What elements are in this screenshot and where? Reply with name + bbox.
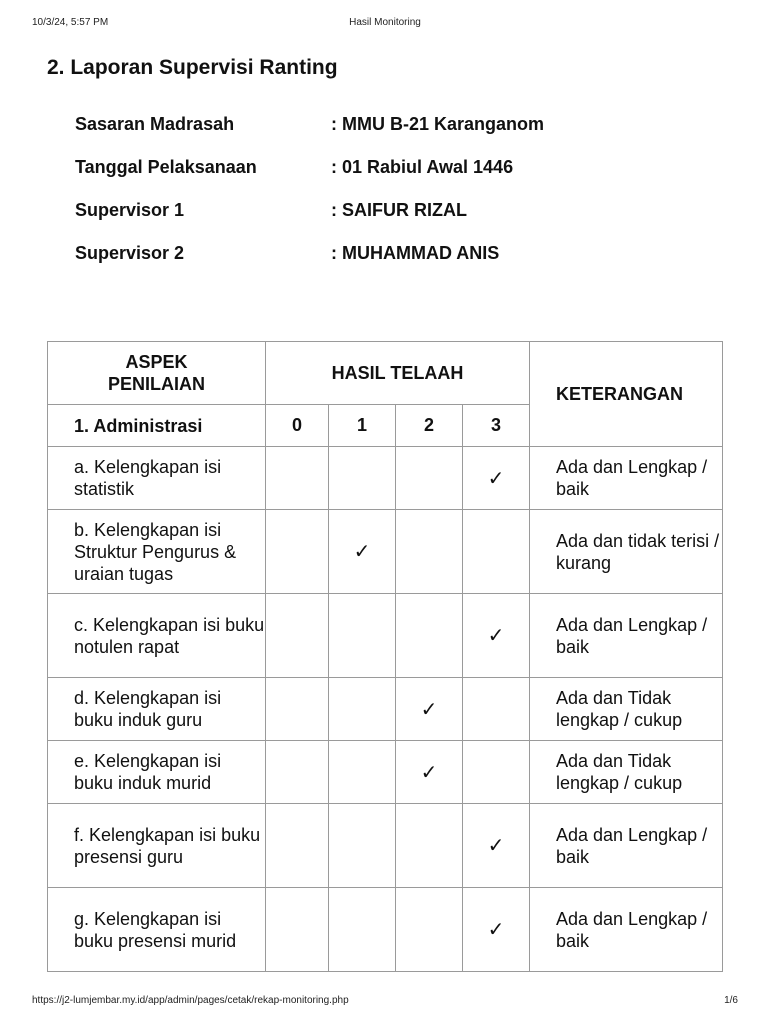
score-cell-0 [266, 678, 329, 741]
aspek-cell: a. Kelengkapan isi statistik [48, 447, 266, 510]
keterangan-cell: Ada dan Tidak lengkap / cukup [530, 741, 723, 804]
keterangan-cell: Ada dan Tidak lengkap / cukup [530, 678, 723, 741]
print-title: Hasil Monitoring [349, 17, 421, 28]
score-cell-3 [463, 447, 530, 510]
score-cell-1 [329, 510, 396, 594]
info-label: Supervisor 1 [75, 200, 185, 220]
score-cell-1 [329, 741, 396, 804]
score-cell-2 [396, 804, 463, 888]
info-value: : SAIFUR RIZAL [331, 200, 467, 220]
score-cell-2 [396, 510, 463, 594]
info-row-supervisor-2 [75, 243, 544, 286]
aspek-cell: f. Kelengkapan isi buku presensi guru [48, 804, 266, 888]
table-row [48, 447, 723, 510]
header-keterangan: KETERANGAN [530, 342, 723, 447]
score-cell-2 [396, 888, 463, 972]
table-row [48, 741, 723, 804]
aspek-cell: b. Kelengkapan isi Struktur Pengurus & uraian tugas [48, 510, 266, 594]
info-value: : MMU B-21 Karanganom [331, 114, 545, 134]
aspek-cell: d. Kelengkapan isi buku induk guru [48, 678, 266, 741]
info-label: Tanggal Pelaksanaan [75, 157, 257, 177]
aspek-cell: c. Kelengkapan isi buku notulen rapat [48, 594, 266, 678]
info-value: : MUHAMMAD ANIS [331, 243, 500, 263]
check-mark-icon: ✓ [420, 698, 438, 721]
info-label: Sasaran Madrasah [75, 114, 235, 134]
score-cell-0 [266, 741, 329, 804]
table-row [48, 804, 723, 888]
table-row [48, 594, 723, 678]
keterangan-cell: Ada dan tidak terisi / kurang [530, 510, 723, 594]
table-row [48, 678, 723, 741]
rekap-table [47, 341, 723, 972]
header-aspek: ASPEK PENILAIAN [48, 342, 266, 405]
score-header-0: 0 [266, 405, 329, 447]
score-cell-3 [463, 888, 530, 972]
table-row [48, 510, 723, 594]
header-hasil-telaah: HASIL TELAAH [266, 342, 530, 405]
score-cell-0 [266, 804, 329, 888]
score-cell-3 [463, 594, 530, 678]
score-cell-3 [463, 741, 530, 804]
score-cell-1 [329, 678, 396, 741]
aspek-cell: e. Kelengkapan isi buku induk murid [48, 741, 266, 804]
score-header-3: 3 [463, 405, 530, 447]
page-title: 2. Laporan Supervisi Ranting [47, 56, 338, 79]
section-administrasi: 1. Administrasi [48, 405, 266, 447]
info-block [75, 114, 544, 286]
aspek-cell: g. Kelengkapan isi buku presensi murid [48, 888, 266, 972]
check-mark-icon: ✓ [487, 625, 505, 647]
score-cell-2 [396, 678, 463, 741]
table-body [48, 447, 723, 972]
keterangan-cell: Ada dan Lengkap / baik [530, 888, 723, 972]
score-cell-1 [329, 804, 396, 888]
score-cell-3 [463, 678, 530, 741]
keterangan-cell: Ada dan Lengkap / baik [530, 594, 723, 678]
info-row-sasaran [75, 114, 544, 157]
info-value: : 01 Rabiul Awal 1446 [331, 157, 514, 177]
check-mark-icon: ✓ [420, 761, 438, 784]
score-cell-0 [266, 888, 329, 972]
print-datetime: 10/3/24, 5:57 PM [32, 17, 109, 28]
info-label: Supervisor 2 [75, 243, 185, 263]
score-cell-1 [329, 447, 396, 510]
score-cell-2 [396, 594, 463, 678]
info-row-supervisor-1 [75, 200, 544, 243]
table-row [48, 888, 723, 972]
score-cell-3 [463, 510, 530, 594]
print-page-number: 1/6 [724, 995, 738, 1006]
check-mark-icon: ✓ [353, 541, 371, 563]
score-header-1: 1 [329, 405, 396, 447]
score-cell-0 [266, 447, 329, 510]
check-mark-icon: ✓ [487, 919, 505, 941]
info-row-tanggal [75, 157, 544, 200]
score-cell-0 [266, 510, 329, 594]
score-cell-0 [266, 594, 329, 678]
score-cell-3 [463, 804, 530, 888]
keterangan-cell: Ada dan Lengkap / baik [530, 447, 723, 510]
check-mark-icon: ✓ [487, 835, 505, 857]
score-cell-1 [329, 594, 396, 678]
keterangan-cell: Ada dan Lengkap / baik [530, 804, 723, 888]
score-cell-1 [329, 888, 396, 972]
check-mark-icon: ✓ [487, 467, 505, 490]
score-header-2: 2 [396, 405, 463, 447]
score-cell-2 [396, 741, 463, 804]
score-cell-2 [396, 447, 463, 510]
print-url: https://j2-lumjembar.my.id/app/admin/pages/cetak/rekap-monitoring.php [32, 995, 349, 1006]
